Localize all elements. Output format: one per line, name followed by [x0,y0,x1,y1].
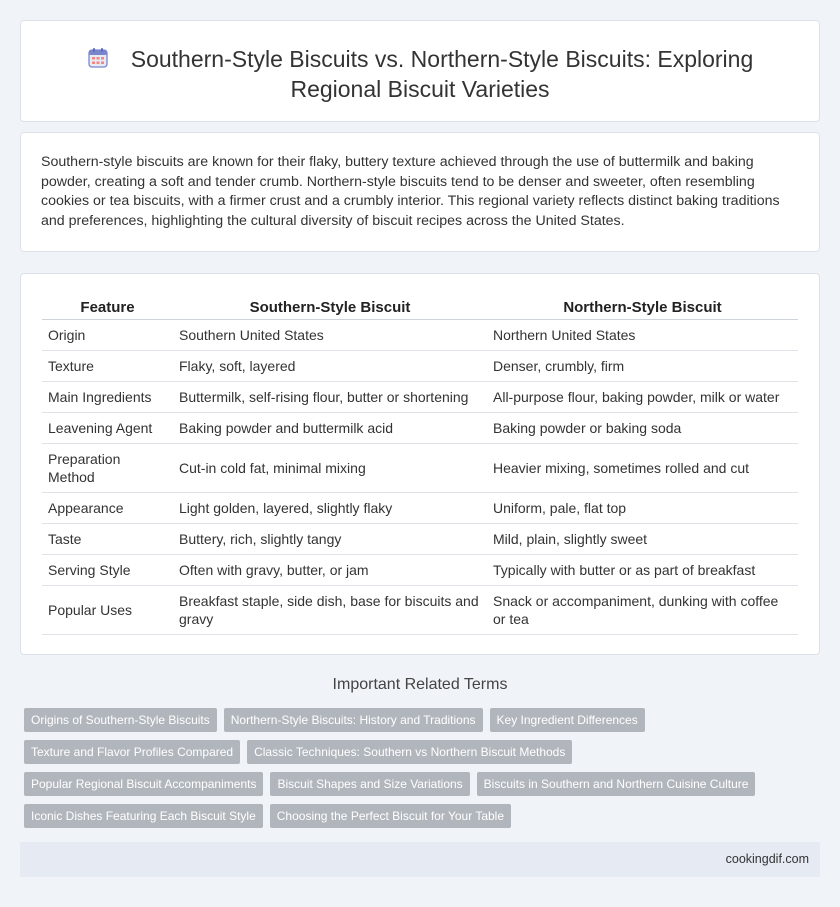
row-northern: Denser, crumbly, firm [487,350,798,381]
row-northern: Northern United States [487,319,798,350]
table-row [42,350,798,381]
row-feature: Leavening Agent [42,412,173,443]
row-northern: Heavier mixing, sometimes rolled and cut [487,443,798,492]
tag-row [24,772,814,796]
row-feature: Main Ingredients [42,381,173,412]
table-row [42,443,798,492]
row-southern: Southern United States [173,319,487,350]
comparison-table [42,296,798,635]
related-tag[interactable]: Choosing the Perfect Biscuit for Your Table [270,804,511,828]
related-tag[interactable]: Classic Techniques: Southern vs Northern Biscuit Methods [247,740,572,764]
row-southern: Breakfast staple, side dish, base for biscuits and gravy [173,585,487,634]
row-northern: Snack or accompaniment, dunking with coffee or tea [487,585,798,634]
table-row [42,492,798,523]
related-terms-tags [24,708,814,836]
row-southern: Cut-in cold fat, minimal mixing [173,443,487,492]
intro-card [20,132,820,252]
table-row [42,381,798,412]
row-feature: Taste [42,523,173,554]
row-northern: Typically with butter or as part of breakfast [487,554,798,585]
header-card [20,20,820,122]
row-southern: Baking powder and buttermilk acid [173,412,487,443]
table-row [42,585,798,634]
row-northern: All-purpose flour, baking powder, milk or water [487,381,798,412]
related-tag[interactable]: Biscuit Shapes and Size Variations [270,772,469,796]
row-northern: Uniform, pale, flat top [487,492,798,523]
footer [20,842,820,877]
row-northern: Mild, plain, slightly sweet [487,523,798,554]
header-northern: Northern-Style Biscuit [487,296,798,319]
row-southern: Buttermilk, self-rising flour, butter or shortening [173,381,487,412]
row-southern: Buttery, rich, slightly tangy [173,523,487,554]
table-row [42,554,798,585]
table-header-row [42,296,798,319]
header-southern: Southern-Style Biscuit [173,296,487,319]
footer-site[interactable]: cookingdif.com [725,852,809,866]
row-feature: Origin [42,319,173,350]
row-feature: Texture [42,350,173,381]
tag-row [24,740,814,764]
calendar-icon [87,47,109,69]
related-terms-title: Important Related Terms [332,676,508,693]
row-southern: Flaky, soft, layered [173,350,487,381]
row-northern: Baking powder or baking soda [487,412,798,443]
page-title: Southern-Style Biscuits vs. Northern-Style Biscuits: Exploring Regional Biscuit Varieties [130,46,754,102]
table-row [42,412,798,443]
header-feature: Feature [42,296,173,319]
related-tag[interactable]: Texture and Flavor Profiles Compared [24,740,240,764]
tag-row [24,804,814,828]
table-row [42,523,798,554]
intro-paragraph: Southern-style biscuits are known for their flaky, buttery texture achieved through the use of buttermilk and baking powder, creating a soft and tender crumb. Northern-style biscuits tend to be denser and sweeter, often resembling cookies or tea biscuits, with a firmer crust and a crumbly interior. This regional variety reflects distinct baking traditions and preferences, highlighting the cultural diversity of biscuit recipes across the United States. [41,154,780,229]
related-tag[interactable]: Iconic Dishes Featuring Each Biscuit Style [24,804,263,828]
row-feature: Appearance [42,492,173,523]
related-tag[interactable]: Popular Regional Biscuit Accompaniments [24,772,263,796]
table-row [42,319,798,350]
row-southern: Light golden, layered, slightly flaky [173,492,487,523]
row-feature: Serving Style [42,554,173,585]
related-tag[interactable]: Biscuits in Southern and Northern Cuisine Culture [477,772,756,796]
row-feature: Preparation Method [42,443,173,492]
related-tag[interactable]: Northern-Style Biscuits: History and Traditions [224,708,483,732]
row-southern: Often with gravy, butter, or jam [173,554,487,585]
title-wrap [61,44,779,104]
related-tag[interactable]: Key Ingredient Differences [490,708,645,732]
comparison-table-card [20,273,820,655]
related-tag[interactable]: Origins of Southern-Style Biscuits [24,708,217,732]
row-feature: Popular Uses [42,585,173,634]
tag-row [24,708,814,732]
